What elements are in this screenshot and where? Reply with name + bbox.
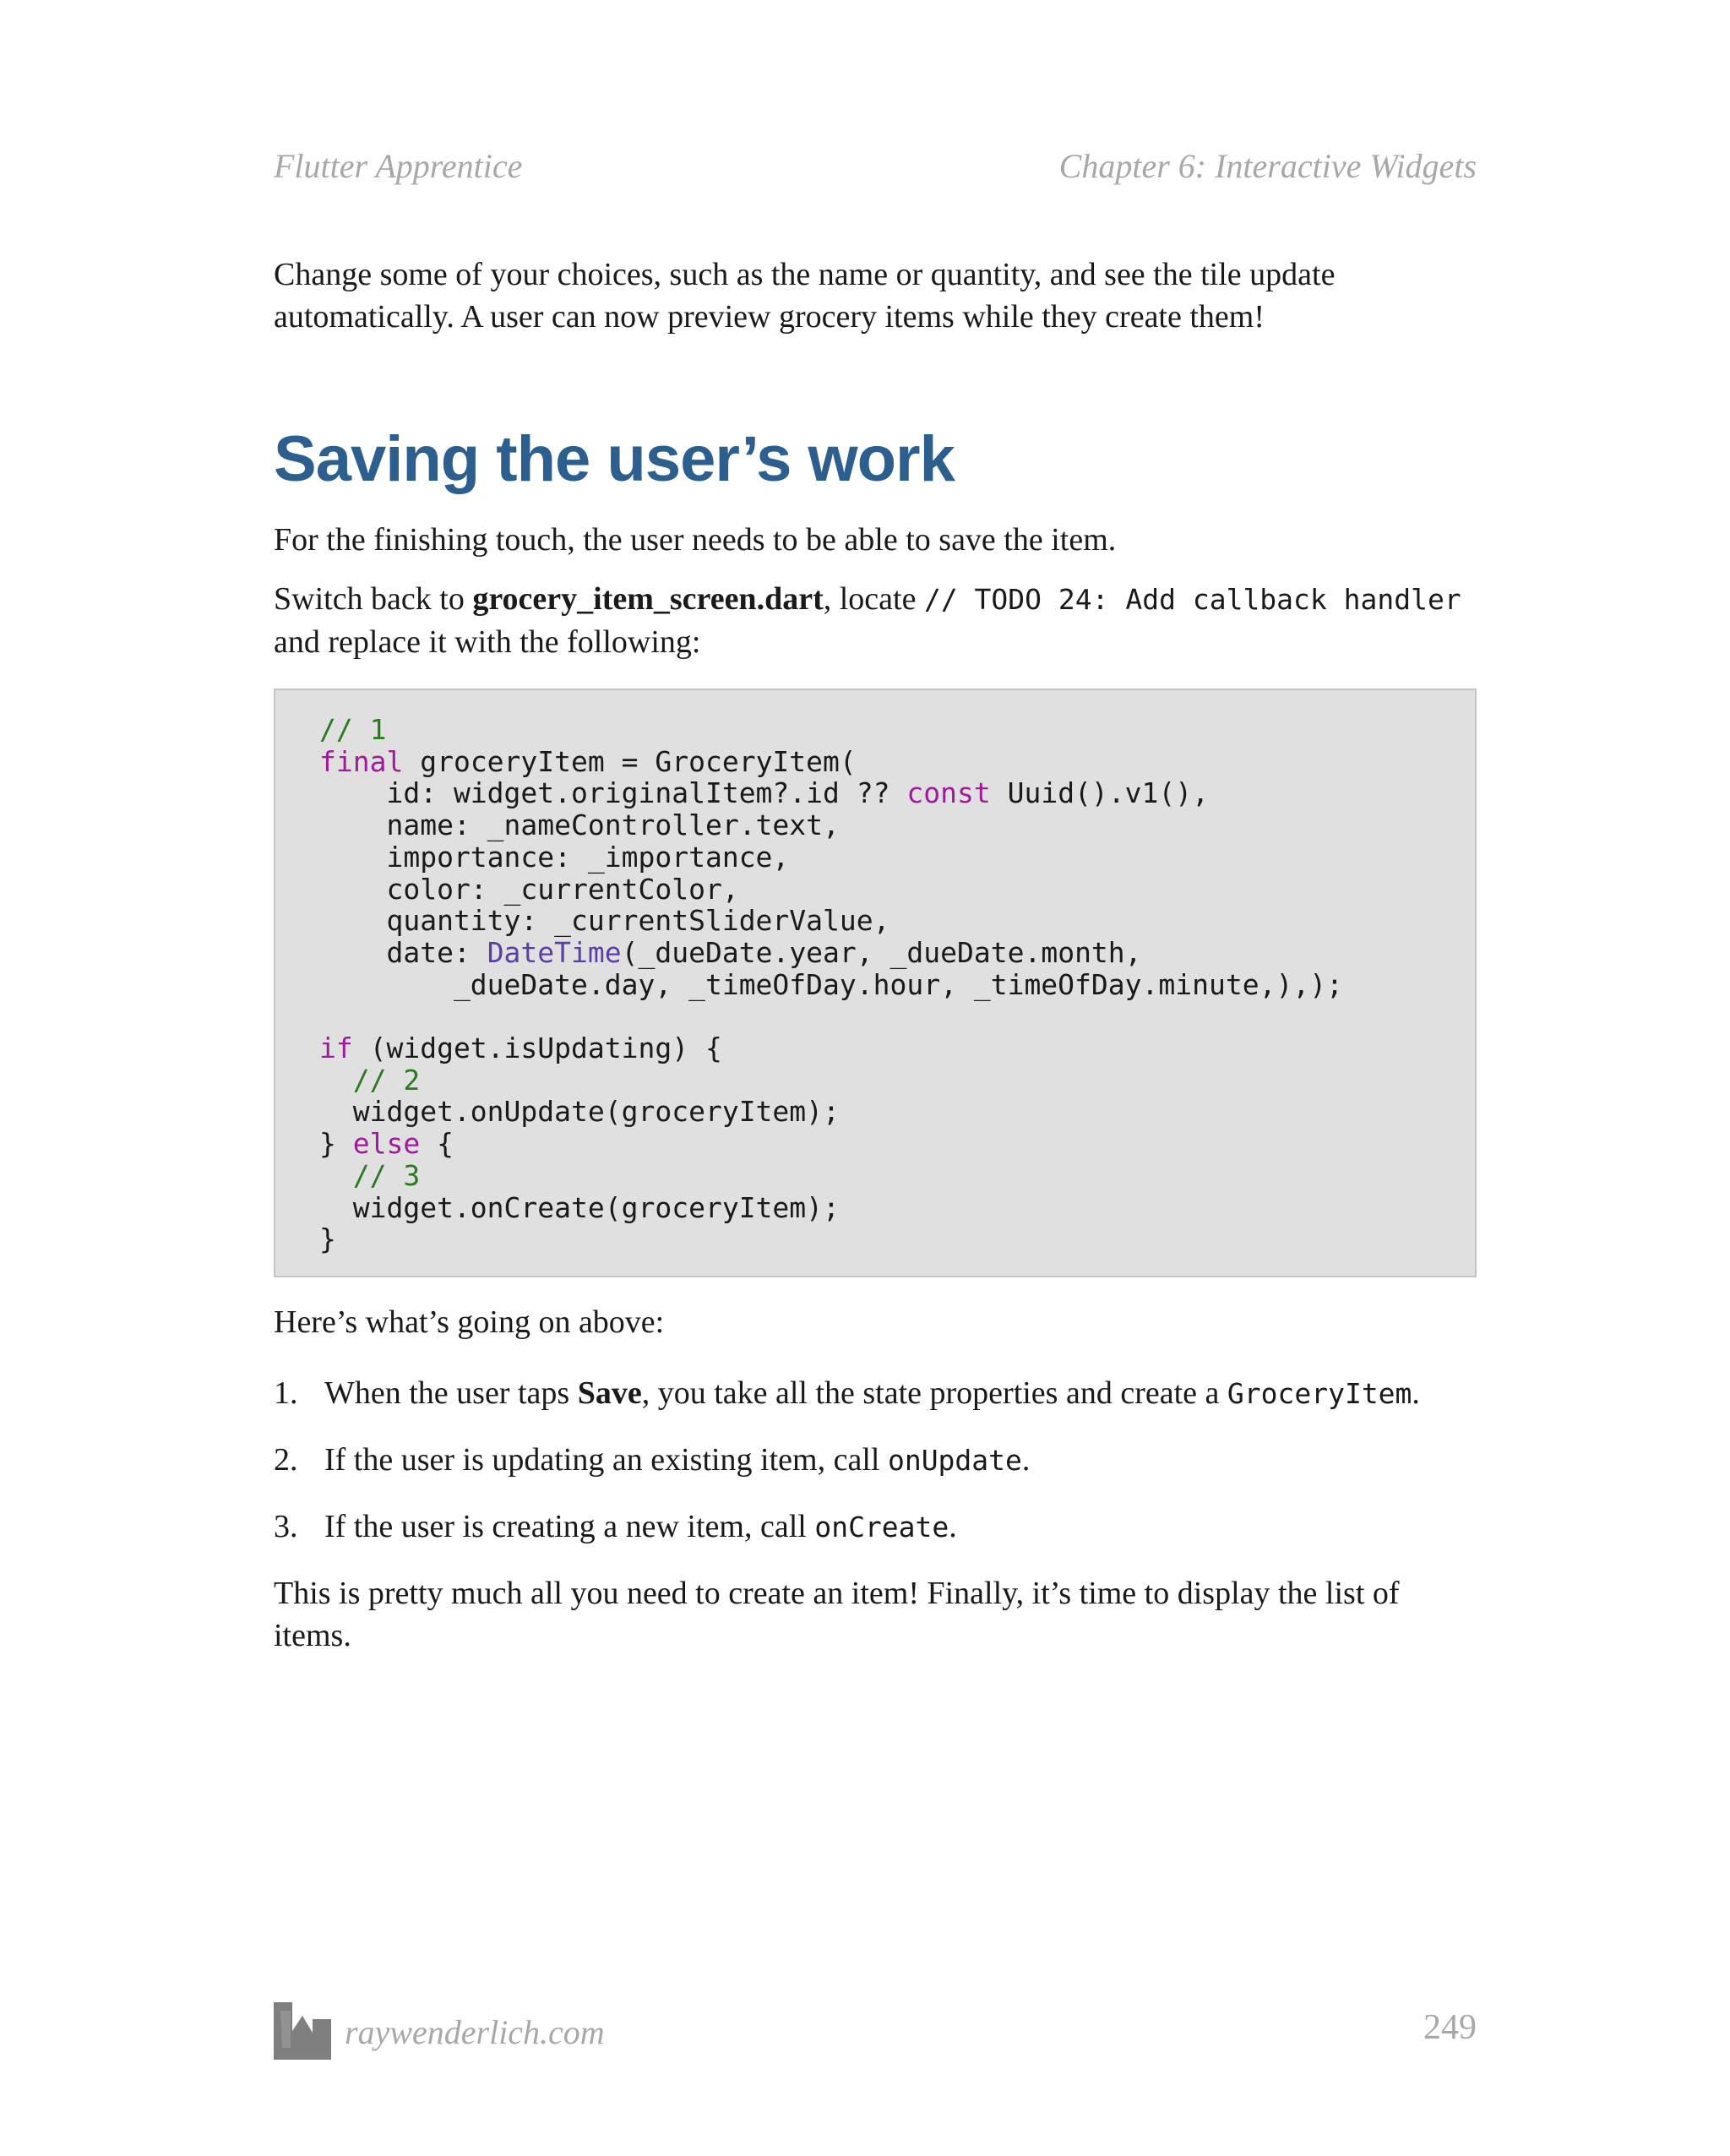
code-line: [319, 1222, 336, 1255]
todo-comment-code: // TODO 24: Add callback handler: [923, 583, 1461, 616]
code-line: [319, 745, 857, 778]
instruction-text: , locate: [823, 581, 924, 617]
code-line: [319, 713, 386, 746]
step-text-part: , you take all the state properties and create a: [641, 1375, 1227, 1411]
step-number: 3.: [274, 1508, 298, 1544]
code-token: // 3: [319, 1158, 421, 1192]
code-token: widget.onUpdate(groceryItem);: [319, 1095, 840, 1129]
code-listing: [319, 714, 1433, 1255]
step-text: [324, 1439, 1477, 1482]
page-footer: [274, 1999, 1477, 2065]
code-token: else: [352, 1127, 421, 1161]
code-token: color: _currentColor,: [319, 872, 739, 906]
list-item: [274, 1372, 1477, 1415]
step-number: 1.: [274, 1375, 298, 1411]
site-name: raywenderlich.com: [345, 2013, 605, 2051]
code-token: id: widget.originalItem?.id ??: [319, 776, 907, 810]
code-token: const: [906, 776, 991, 810]
code-line: [319, 841, 789, 874]
page-content: [274, 253, 1477, 1657]
step-text-part: .: [1412, 1375, 1420, 1411]
code-token: final: [319, 744, 404, 778]
code-token: widget.onCreate(groceryItem);: [319, 1190, 840, 1224]
list-item: [274, 1505, 1477, 1549]
instruction-paragraph: [274, 578, 1477, 663]
code-token: name: _nameController.text,: [319, 808, 840, 842]
book-title: Flutter Apprentice: [274, 146, 523, 185]
code-token: (_dueDate.year, _dueDate.month,: [621, 935, 1142, 969]
step-text: [324, 1505, 1477, 1549]
code-token: }: [319, 1222, 336, 1256]
code-line: [319, 936, 1142, 969]
step-text: [324, 1372, 1477, 1415]
code-token: importance: _importance,: [319, 840, 790, 874]
finishing-touch-paragraph: For the finishing touch, the user needs to be able to save the item.: [274, 522, 1117, 558]
code-token: quantity: _currentSliderValue,: [319, 904, 890, 938]
steps-list: [274, 1372, 1477, 1549]
raywenderlich-logo-icon: [274, 2002, 331, 2060]
step-text-part: If the user is updating an existing item, call: [324, 1441, 888, 1478]
code-line: [319, 1127, 454, 1160]
code-line: [319, 1095, 840, 1128]
code-line: [319, 808, 840, 841]
step-text-part: .: [1021, 1441, 1031, 1478]
chapter-title: Chapter 6: Interactive Widgets: [1058, 146, 1477, 185]
conclusion-paragraph: This is pretty much all you need to create an item! Finally, it’s time to display the list of items.: [274, 1575, 1400, 1653]
section-heading: Saving the user’s work: [274, 423, 955, 495]
step-text-part: When the user taps: [324, 1375, 578, 1411]
code-token: {: [420, 1127, 454, 1161]
code-token: (widget.isUpdating) {: [352, 1032, 722, 1065]
instruction-text: and replace it with the following:: [274, 624, 701, 660]
code-token: groceryItem = GroceryItem(: [403, 744, 857, 778]
code-block: [274, 689, 1477, 1277]
code-token: date:: [319, 935, 487, 969]
step-number: 2.: [274, 1441, 298, 1478]
code-token: Uuid().v1(),: [990, 776, 1209, 810]
file-name: grocery_item_screen.dart: [472, 581, 824, 617]
grocery-item-code: GroceryItem: [1227, 1376, 1412, 1410]
code-line: [319, 1191, 840, 1224]
step-text-part: If the user is creating a new item, call: [324, 1508, 815, 1544]
code-line: [319, 1159, 420, 1192]
code-line: [319, 873, 739, 906]
code-token: // 2: [319, 1063, 421, 1097]
code-token: if: [319, 1032, 353, 1065]
on-update-code: onUpdate: [887, 1443, 1022, 1477]
on-create-code: onCreate: [814, 1510, 949, 1544]
code-token: DateTime: [487, 935, 622, 969]
instruction-text: Switch back to: [274, 581, 473, 617]
page-number: 249: [1423, 2008, 1477, 2047]
code-line: [319, 776, 1209, 809]
intro-paragraph: Change some of your choices, such as the name or quantity, and see the tile update automatically. A user can now preview grocery items while they create them!: [274, 257, 1336, 335]
code-line: [319, 968, 1343, 1001]
save-term: Save: [577, 1375, 642, 1411]
code-line: [319, 904, 890, 937]
code-token: }: [319, 1127, 353, 1161]
explanation-intro: Here’s what’s going on above:: [274, 1304, 665, 1340]
code-line: [319, 1032, 722, 1064]
running-header: [274, 142, 1477, 189]
code-line: [319, 1064, 420, 1097]
code-token: // 1: [319, 713, 387, 746]
list-item: [274, 1439, 1477, 1482]
code-token: _dueDate.day, _timeOfDay.hour, _timeOfDay.minute,),);: [319, 967, 1343, 1001]
step-text-part: .: [949, 1508, 957, 1544]
